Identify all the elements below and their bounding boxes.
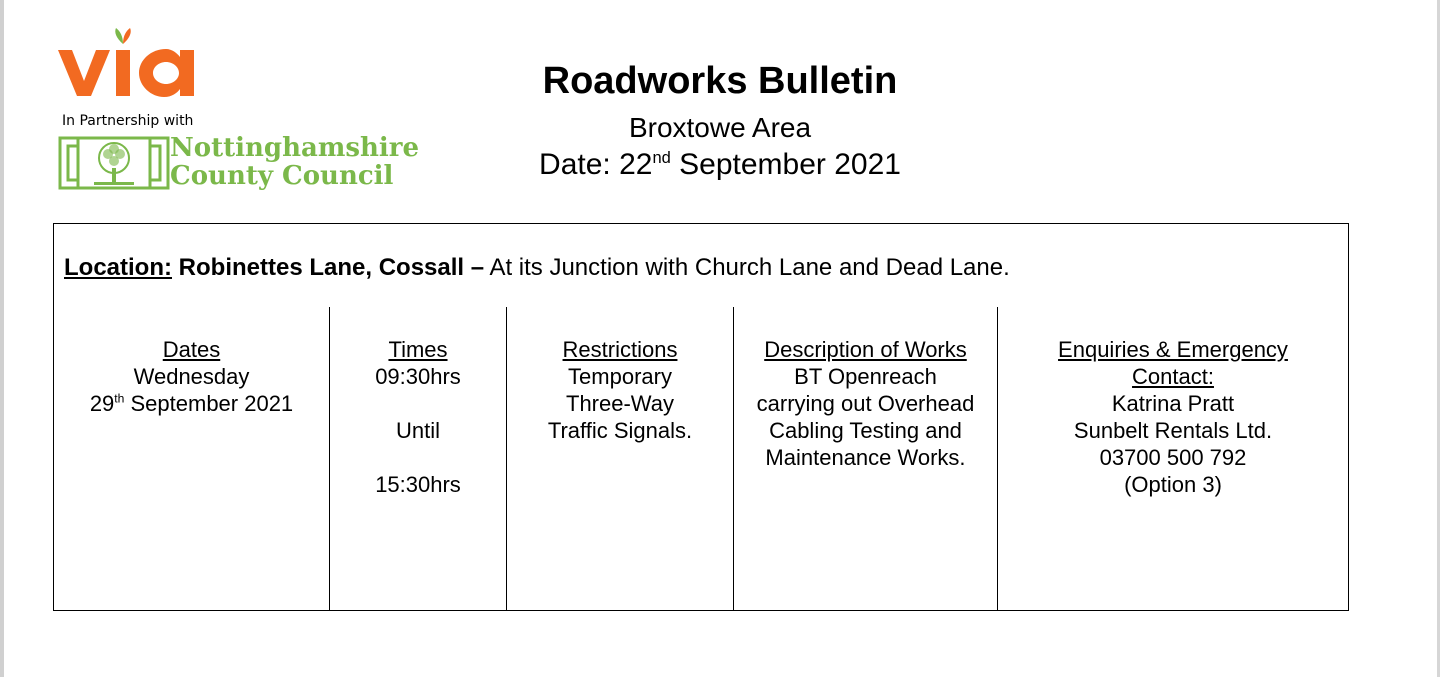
contact-name: Katrina Pratt [1111,391,1235,416]
description-line: carrying out Overhead [756,391,975,416]
times-start: 09:30hrs [375,364,461,389]
description-line: Maintenance Works. [765,445,966,470]
date-month-year: September 2021 [670,148,901,181]
description-line: Cabling Testing and [769,418,962,443]
council-crest-icon [58,134,170,192]
description-column [734,336,997,471]
location-row [64,254,1010,282]
dates-date-rest: September 2021 [124,391,294,416]
times-column [330,336,506,498]
location-detail: At its Junction with Church Lane and Dead Lane. [489,254,1010,281]
contact-column [998,336,1348,498]
partnership-text: In Partnership with [62,113,194,129]
dates-heading: Dates [162,337,221,362]
times-heading: Times [388,337,448,362]
contact-heading: Enquiries & Emergency [1058,337,1288,362]
dates-date-num: 29 [89,391,115,416]
description-line: BT Openreach [794,364,937,389]
dates-date-sup: th [114,391,125,406]
council-name-line1: Nottinghamshire [170,133,420,163]
council-name-line2: County Council [170,161,394,191]
date-prefix: Date: 22 [539,148,653,181]
location-label: Location: [64,254,172,281]
bulletin-area: Broxtowe Area [628,112,812,143]
contact-phone: 03700 500 792 [1099,445,1247,470]
times-until: Until [395,418,440,443]
restrictions-line: Temporary [568,364,672,389]
description-heading: Description of Works [764,337,967,362]
contact-company: Sunbelt Rentals Ltd. [1073,418,1273,443]
restrictions-column [507,336,733,444]
restrictions-line: Traffic Signals. [547,418,693,443]
contact-heading: Contact: [1132,364,1214,389]
via-logo [56,26,201,102]
dates-day: Wednesday [133,364,250,389]
restrictions-heading: Restrictions [562,337,678,362]
date-suffix-sup: nd [652,149,671,167]
dates-date [54,390,329,417]
dates-column [54,336,329,417]
location-road: Robinettes Lane, Cossall – [178,254,485,281]
restrictions-line: Three-Way [566,391,674,416]
contact-option: (Option 3) [1124,472,1222,497]
roadworks-table [53,223,1349,611]
bulletin-title: Roadworks Bulletin [542,60,898,102]
times-end: 15:30hrs [375,472,461,497]
page-edge [0,0,4,677]
council-name [170,134,419,190]
bulletin-date [420,148,1020,182]
